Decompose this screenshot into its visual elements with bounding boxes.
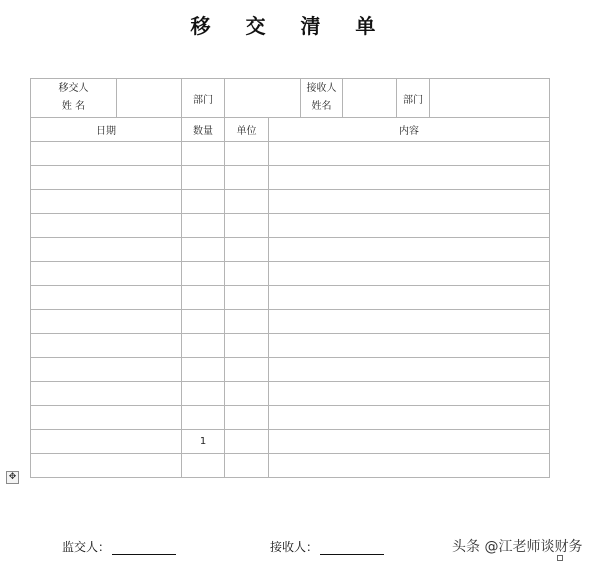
receiver-signature-label: 接收人：: [270, 540, 319, 554]
document-title: 移 交 清 单: [190, 14, 390, 38]
content-cell[interactable]: [269, 190, 550, 214]
unit-cell[interactable]: [225, 286, 269, 310]
date-cell[interactable]: [31, 310, 182, 334]
date-cell[interactable]: [31, 382, 182, 406]
quantity-cell[interactable]: [182, 142, 225, 166]
quantity-cell[interactable]: [182, 382, 225, 406]
receiver-signature-line[interactable]: [320, 542, 384, 555]
content-cell[interactable]: [269, 286, 550, 310]
content-cell[interactable]: [269, 334, 550, 358]
table-row: [31, 142, 550, 166]
quantity-cell[interactable]: [182, 166, 225, 190]
date-cell[interactable]: [31, 166, 182, 190]
handover-person-label: [31, 79, 117, 118]
handover-name-cell[interactable]: [117, 79, 182, 118]
receiver-dept-label: 部门: [397, 79, 430, 118]
table-row: [31, 382, 550, 406]
unit-cell[interactable]: [225, 358, 269, 382]
content-cell[interactable]: [269, 430, 550, 454]
unit-cell[interactable]: [225, 214, 269, 238]
move-icon[interactable]: ✥: [6, 471, 19, 484]
date-cell[interactable]: [31, 214, 182, 238]
table-row: [31, 238, 550, 262]
watermark-text: 头条 @江老师谈财务: [452, 539, 583, 555]
handover-form-table: [30, 78, 550, 478]
handover-dept-cell[interactable]: [225, 79, 301, 118]
table-row: [31, 166, 550, 190]
content-cell[interactable]: [269, 142, 550, 166]
quantity-cell[interactable]: [182, 358, 225, 382]
date-cell[interactable]: [31, 262, 182, 286]
column-header-quantity: 数量: [182, 118, 225, 142]
content-cell[interactable]: [269, 406, 550, 430]
date-cell[interactable]: [31, 238, 182, 262]
content-cell[interactable]: [269, 166, 550, 190]
column-header-unit: 单位: [225, 118, 269, 142]
quantity-cell[interactable]: [182, 286, 225, 310]
table-row: [31, 358, 550, 382]
content-cell[interactable]: [269, 310, 550, 334]
unit-cell[interactable]: [225, 262, 269, 286]
content-cell[interactable]: [269, 382, 550, 406]
receiver-signature: [270, 538, 384, 555]
supervisor-signature: [62, 538, 176, 555]
quantity-cell[interactable]: [182, 262, 225, 286]
handover-label-line2: 姓 名: [61, 101, 86, 112]
unit-cell[interactable]: [225, 142, 269, 166]
unit-cell[interactable]: [225, 406, 269, 430]
quantity-cell[interactable]: [182, 310, 225, 334]
unit-cell[interactable]: [225, 382, 269, 406]
quantity-cell[interactable]: [182, 190, 225, 214]
table-row: [31, 406, 550, 430]
quantity-cell[interactable]: [182, 454, 225, 478]
header-row: [31, 79, 550, 118]
receiver-name-cell[interactable]: [343, 79, 397, 118]
content-cell[interactable]: [269, 262, 550, 286]
unit-cell[interactable]: [225, 166, 269, 190]
unit-cell[interactable]: [225, 238, 269, 262]
column-header-row: [31, 118, 550, 142]
content-cell[interactable]: [269, 238, 550, 262]
content-cell[interactable]: [269, 454, 550, 478]
column-header-date: 日期: [31, 118, 182, 142]
date-cell[interactable]: [31, 430, 182, 454]
supervisor-signature-line[interactable]: [112, 542, 176, 555]
table-row: [31, 430, 550, 454]
unit-cell[interactable]: [225, 430, 269, 454]
table-row: [31, 454, 550, 478]
table-row: [31, 334, 550, 358]
table-row: [31, 310, 550, 334]
quantity-cell[interactable]: [182, 214, 225, 238]
table-row: [31, 190, 550, 214]
receiver-label-line1: 接收人: [306, 83, 337, 94]
handover-label-line1: 移交人: [58, 83, 89, 94]
date-cell[interactable]: [31, 286, 182, 310]
date-cell[interactable]: [31, 406, 182, 430]
quantity-cell[interactable]: [182, 406, 225, 430]
content-cell[interactable]: [269, 214, 550, 238]
handover-dept-label: 部门: [182, 79, 225, 118]
unit-cell[interactable]: [225, 190, 269, 214]
quantity-cell[interactable]: [182, 238, 225, 262]
date-cell[interactable]: [31, 142, 182, 166]
column-header-content: 内容: [269, 118, 550, 142]
receiver-label-line2: 姓名: [311, 101, 332, 112]
unit-cell[interactable]: [225, 454, 269, 478]
date-cell[interactable]: [31, 454, 182, 478]
quantity-cell[interactable]: 1: [182, 430, 225, 454]
receiver-person-label: [301, 79, 343, 118]
supervisor-label: 监交人：: [62, 540, 111, 554]
unit-cell[interactable]: [225, 310, 269, 334]
quantity-cell[interactable]: [182, 334, 225, 358]
table-row: [31, 286, 550, 310]
form-body: [31, 142, 550, 478]
table-row: [31, 214, 550, 238]
date-cell[interactable]: [31, 190, 182, 214]
receiver-dept-cell[interactable]: [430, 79, 550, 118]
page-corner-mark: [557, 555, 563, 561]
date-cell[interactable]: [31, 334, 182, 358]
table-row: [31, 262, 550, 286]
date-cell[interactable]: [31, 358, 182, 382]
unit-cell[interactable]: [225, 334, 269, 358]
content-cell[interactable]: [269, 358, 550, 382]
